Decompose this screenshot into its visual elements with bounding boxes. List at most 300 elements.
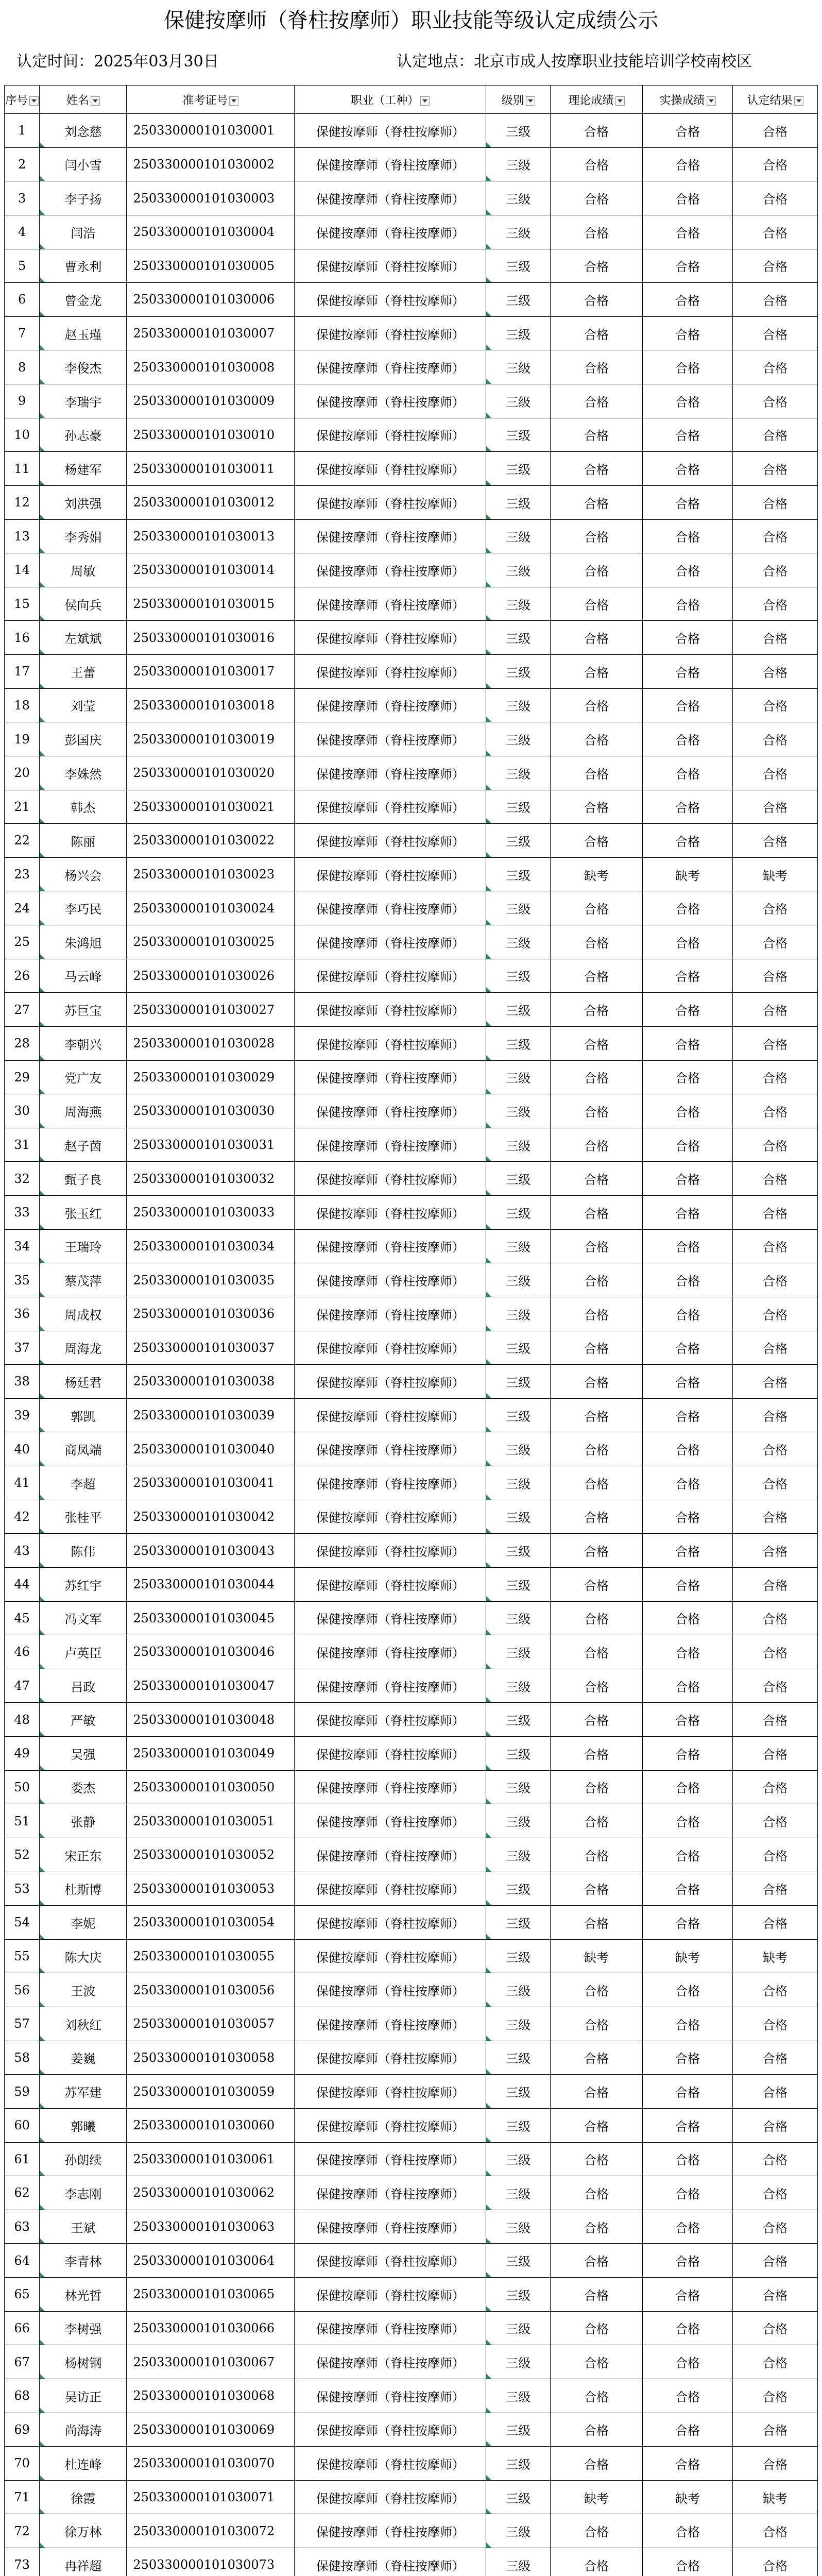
cell-name[interactable]: 周成权 bbox=[40, 1297, 127, 1331]
cell-occupation[interactable]: 保健按摩师（脊柱按摩师） bbox=[295, 1872, 486, 1906]
cell-name[interactable]: 林光哲 bbox=[40, 2278, 127, 2312]
cell-ticket-number[interactable]: 250330000101030024 bbox=[127, 891, 295, 925]
cell-ticket-number[interactable]: 250330000101030017 bbox=[127, 655, 295, 689]
cell-result[interactable]: 合格 bbox=[732, 959, 817, 993]
cell-occupation[interactable]: 保健按摩师（脊柱按摩师） bbox=[295, 249, 486, 283]
cell-practical-score[interactable]: 合格 bbox=[643, 147, 733, 181]
cell-ticket-number[interactable]: 250330000101030020 bbox=[127, 756, 295, 790]
filter-dropdown-icon[interactable] bbox=[615, 96, 625, 106]
cell-occupation[interactable]: 保健按摩师（脊柱按摩师） bbox=[295, 2379, 486, 2413]
cell-result[interactable]: 合格 bbox=[732, 181, 817, 215]
cell-ticket-number[interactable]: 250330000101030039 bbox=[127, 1398, 295, 1432]
cell-name[interactable]: 张玉红 bbox=[40, 1196, 127, 1230]
cell-occupation[interactable]: 保健按摩师（脊柱按摩师） bbox=[295, 722, 486, 756]
cell-index[interactable]: 16 bbox=[5, 621, 40, 655]
cell-name[interactable]: 周敏 bbox=[40, 553, 127, 587]
cell-occupation[interactable]: 保健按摩师（脊柱按摩师） bbox=[295, 2176, 486, 2210]
cell-level[interactable]: 三级 bbox=[486, 1229, 551, 1263]
cell-occupation[interactable]: 保健按摩师（脊柱按摩师） bbox=[295, 959, 486, 993]
cell-index[interactable]: 44 bbox=[5, 1567, 40, 1601]
cell-practical-score[interactable]: 缺考 bbox=[643, 2480, 733, 2514]
cell-occupation[interactable]: 保健按摩师（脊柱按摩师） bbox=[295, 485, 486, 519]
cell-theory-score[interactable]: 合格 bbox=[550, 1229, 642, 1263]
cell-level[interactable]: 三级 bbox=[486, 2278, 551, 2312]
cell-theory-score[interactable]: 合格 bbox=[550, 1263, 642, 1297]
cell-practical-score[interactable]: 合格 bbox=[643, 2514, 733, 2548]
cell-practical-score[interactable]: 合格 bbox=[643, 2278, 733, 2312]
cell-occupation[interactable]: 保健按摩师（脊柱按摩师） bbox=[295, 553, 486, 587]
cell-ticket-number[interactable]: 250330000101030010 bbox=[127, 418, 295, 452]
cell-occupation[interactable]: 保健按摩师（脊柱按摩师） bbox=[295, 655, 486, 689]
cell-ticket-number[interactable]: 250330000101030068 bbox=[127, 2379, 295, 2413]
cell-ticket-number[interactable]: 250330000101030071 bbox=[127, 2480, 295, 2514]
cell-theory-score[interactable]: 合格 bbox=[550, 2447, 642, 2481]
cell-theory-score[interactable]: 合格 bbox=[550, 587, 642, 621]
cell-name[interactable]: 商凤端 bbox=[40, 1432, 127, 1466]
cell-result[interactable]: 合格 bbox=[732, 384, 817, 418]
cell-name[interactable]: 徐万林 bbox=[40, 2514, 127, 2548]
cell-result[interactable]: 合格 bbox=[732, 1297, 817, 1331]
cell-theory-score[interactable]: 合格 bbox=[550, 1196, 642, 1230]
cell-index[interactable]: 46 bbox=[5, 1635, 40, 1669]
cell-theory-score[interactable]: 缺考 bbox=[550, 857, 642, 891]
cell-name[interactable]: 李志刚 bbox=[40, 2176, 127, 2210]
cell-ticket-number[interactable]: 250330000101030027 bbox=[127, 993, 295, 1027]
cell-occupation[interactable]: 保健按摩师（脊柱按摩师） bbox=[295, 1026, 486, 1060]
cell-ticket-number[interactable]: 250330000101030056 bbox=[127, 1973, 295, 2007]
cell-ticket-number[interactable]: 250330000101030037 bbox=[127, 1331, 295, 1365]
cell-ticket-number[interactable]: 250330000101030055 bbox=[127, 1939, 295, 1973]
cell-result[interactable]: 合格 bbox=[732, 1872, 817, 1906]
cell-result[interactable]: 合格 bbox=[732, 824, 817, 858]
cell-result[interactable]: 合格 bbox=[732, 722, 817, 756]
cell-practical-score[interactable]: 合格 bbox=[643, 114, 733, 148]
cell-practical-score[interactable]: 合格 bbox=[643, 1838, 733, 1872]
cell-ticket-number[interactable]: 250330000101030012 bbox=[127, 485, 295, 519]
cell-occupation[interactable]: 保健按摩师（脊柱按摩师） bbox=[295, 1060, 486, 1094]
cell-ticket-number[interactable]: 250330000101030013 bbox=[127, 519, 295, 553]
cell-practical-score[interactable]: 合格 bbox=[643, 2075, 733, 2109]
cell-level[interactable]: 三级 bbox=[486, 2210, 551, 2244]
cell-theory-score[interactable]: 合格 bbox=[550, 350, 642, 384]
cell-ticket-number[interactable]: 250330000101030054 bbox=[127, 1906, 295, 1940]
cell-level[interactable]: 三级 bbox=[486, 1162, 551, 1196]
cell-result[interactable]: 合格 bbox=[732, 452, 817, 486]
cell-ticket-number[interactable]: 250330000101030014 bbox=[127, 553, 295, 587]
cell-result[interactable]: 合格 bbox=[732, 1094, 817, 1128]
cell-practical-score[interactable]: 合格 bbox=[643, 1196, 733, 1230]
cell-index[interactable]: 5 bbox=[5, 249, 40, 283]
cell-ticket-number[interactable]: 250330000101030061 bbox=[127, 2142, 295, 2176]
cell-result[interactable]: 合格 bbox=[732, 2311, 817, 2345]
cell-level[interactable]: 三级 bbox=[486, 587, 551, 621]
cell-level[interactable]: 三级 bbox=[486, 857, 551, 891]
cell-index[interactable]: 21 bbox=[5, 790, 40, 824]
cell-level[interactable]: 三级 bbox=[486, 722, 551, 756]
cell-ticket-number[interactable]: 250330000101030042 bbox=[127, 1500, 295, 1534]
cell-level[interactable]: 三级 bbox=[486, 1838, 551, 1872]
cell-theory-score[interactable]: 合格 bbox=[550, 688, 642, 722]
cell-level[interactable]: 三级 bbox=[486, 215, 551, 249]
cell-result[interactable]: 合格 bbox=[732, 1804, 817, 1838]
cell-name[interactable]: 杨建军 bbox=[40, 452, 127, 486]
cell-name[interactable]: 杨廷君 bbox=[40, 1365, 127, 1399]
cell-occupation[interactable]: 保健按摩师（脊柱按摩师） bbox=[295, 1094, 486, 1128]
cell-theory-score[interactable]: 合格 bbox=[550, 1331, 642, 1365]
cell-name[interactable]: 曾金龙 bbox=[40, 283, 127, 317]
cell-ticket-number[interactable]: 250330000101030009 bbox=[127, 384, 295, 418]
cell-index[interactable]: 9 bbox=[5, 384, 40, 418]
cell-result[interactable]: 合格 bbox=[732, 553, 817, 587]
cell-index[interactable]: 13 bbox=[5, 519, 40, 553]
cell-result[interactable]: 合格 bbox=[732, 1534, 817, 1568]
cell-practical-score[interactable]: 缺考 bbox=[643, 1939, 733, 1973]
cell-ticket-number[interactable]: 250330000101030021 bbox=[127, 790, 295, 824]
cell-practical-score[interactable]: 合格 bbox=[643, 688, 733, 722]
cell-name[interactable]: 闫浩 bbox=[40, 215, 127, 249]
cell-name[interactable]: 李巧民 bbox=[40, 891, 127, 925]
cell-name[interactable]: 孙朗续 bbox=[40, 2142, 127, 2176]
cell-name[interactable]: 蔡茂萍 bbox=[40, 1263, 127, 1297]
cell-theory-score[interactable]: 合格 bbox=[550, 722, 642, 756]
cell-result[interactable]: 合格 bbox=[732, 1770, 817, 1804]
cell-level[interactable]: 三级 bbox=[486, 2108, 551, 2142]
cell-practical-score[interactable]: 合格 bbox=[643, 1060, 733, 1094]
cell-occupation[interactable]: 保健按摩师（脊柱按摩师） bbox=[295, 1196, 486, 1230]
cell-index[interactable]: 23 bbox=[5, 857, 40, 891]
cell-result[interactable]: 合格 bbox=[732, 688, 817, 722]
cell-name[interactable]: 闫小雪 bbox=[40, 147, 127, 181]
cell-ticket-number[interactable]: 250330000101030031 bbox=[127, 1128, 295, 1162]
cell-result[interactable]: 合格 bbox=[732, 2007, 817, 2041]
cell-result[interactable]: 合格 bbox=[732, 2176, 817, 2210]
cell-result[interactable]: 合格 bbox=[732, 1906, 817, 1940]
cell-theory-score[interactable]: 合格 bbox=[550, 147, 642, 181]
cell-practical-score[interactable]: 合格 bbox=[643, 891, 733, 925]
cell-level[interactable]: 三级 bbox=[486, 2345, 551, 2379]
filter-dropdown-icon[interactable] bbox=[229, 96, 238, 106]
cell-occupation[interactable]: 保健按摩师（脊柱按摩师） bbox=[295, 1838, 486, 1872]
cell-practical-score[interactable]: 合格 bbox=[643, 1162, 733, 1196]
cell-result[interactable]: 合格 bbox=[732, 215, 817, 249]
cell-occupation[interactable]: 保健按摩师（脊柱按摩师） bbox=[295, 1534, 486, 1568]
cell-index[interactable]: 65 bbox=[5, 2278, 40, 2312]
cell-level[interactable]: 三级 bbox=[486, 1094, 551, 1128]
cell-ticket-number[interactable]: 250330000101030035 bbox=[127, 1263, 295, 1297]
cell-index[interactable]: 35 bbox=[5, 1263, 40, 1297]
cell-index[interactable]: 43 bbox=[5, 1534, 40, 1568]
cell-level[interactable]: 三级 bbox=[486, 959, 551, 993]
cell-index[interactable]: 62 bbox=[5, 2176, 40, 2210]
cell-level[interactable]: 三级 bbox=[486, 283, 551, 317]
cell-theory-score[interactable]: 合格 bbox=[550, 2007, 642, 2041]
cell-ticket-number[interactable]: 250330000101030047 bbox=[127, 1669, 295, 1703]
cell-theory-score[interactable]: 合格 bbox=[550, 1128, 642, 1162]
cell-index[interactable]: 52 bbox=[5, 1838, 40, 1872]
cell-practical-score[interactable]: 合格 bbox=[643, 2142, 733, 2176]
cell-practical-score[interactable]: 合格 bbox=[643, 1973, 733, 2007]
cell-ticket-number[interactable]: 250330000101030073 bbox=[127, 2548, 295, 2576]
cell-practical-score[interactable]: 合格 bbox=[643, 993, 733, 1027]
cell-index[interactable]: 50 bbox=[5, 1770, 40, 1804]
cell-index[interactable]: 51 bbox=[5, 1804, 40, 1838]
cell-level[interactable]: 三级 bbox=[486, 1060, 551, 1094]
cell-level[interactable]: 三级 bbox=[486, 1297, 551, 1331]
cell-practical-score[interactable]: 合格 bbox=[643, 621, 733, 655]
cell-index[interactable]: 14 bbox=[5, 553, 40, 587]
cell-index[interactable]: 39 bbox=[5, 1398, 40, 1432]
cell-result[interactable]: 合格 bbox=[732, 2041, 817, 2075]
cell-level[interactable]: 三级 bbox=[486, 1872, 551, 1906]
cell-practical-score[interactable]: 合格 bbox=[643, 1500, 733, 1534]
cell-practical-score[interactable]: 合格 bbox=[643, 2413, 733, 2447]
cell-index[interactable]: 70 bbox=[5, 2447, 40, 2481]
cell-name[interactable]: 卢英臣 bbox=[40, 1635, 127, 1669]
cell-theory-score[interactable]: 合格 bbox=[550, 2379, 642, 2413]
cell-theory-score[interactable]: 合格 bbox=[550, 2075, 642, 2109]
cell-index[interactable]: 8 bbox=[5, 350, 40, 384]
cell-practical-score[interactable]: 合格 bbox=[643, 2311, 733, 2345]
cell-result[interactable]: 合格 bbox=[732, 114, 817, 148]
cell-result[interactable]: 缺考 bbox=[732, 2480, 817, 2514]
cell-result[interactable]: 合格 bbox=[732, 993, 817, 1027]
cell-theory-score[interactable]: 合格 bbox=[550, 1635, 642, 1669]
cell-occupation[interactable]: 保健按摩师（脊柱按摩师） bbox=[295, 384, 486, 418]
cell-theory-score[interactable]: 合格 bbox=[550, 959, 642, 993]
cell-practical-score[interactable]: 合格 bbox=[643, 1365, 733, 1399]
cell-index[interactable]: 12 bbox=[5, 485, 40, 519]
cell-practical-score[interactable]: 合格 bbox=[643, 350, 733, 384]
cell-occupation[interactable]: 保健按摩师（脊柱按摩师） bbox=[295, 519, 486, 553]
cell-result[interactable]: 合格 bbox=[732, 1162, 817, 1196]
cell-level[interactable]: 三级 bbox=[486, 1973, 551, 2007]
cell-level[interactable]: 三级 bbox=[486, 553, 551, 587]
cell-ticket-number[interactable]: 250330000101030004 bbox=[127, 215, 295, 249]
cell-level[interactable]: 三级 bbox=[486, 1770, 551, 1804]
cell-index[interactable]: 11 bbox=[5, 452, 40, 486]
cell-theory-score[interactable]: 合格 bbox=[550, 384, 642, 418]
cell-name[interactable]: 李秀娟 bbox=[40, 519, 127, 553]
cell-occupation[interactable]: 保健按摩师（脊柱按摩师） bbox=[295, 587, 486, 621]
cell-occupation[interactable]: 保健按摩师（脊柱按摩师） bbox=[295, 2548, 486, 2576]
cell-practical-score[interactable]: 合格 bbox=[643, 1534, 733, 1568]
cell-ticket-number[interactable]: 250330000101030059 bbox=[127, 2075, 295, 2109]
cell-practical-score[interactable]: 缺考 bbox=[643, 857, 733, 891]
cell-practical-score[interactable]: 合格 bbox=[643, 1398, 733, 1432]
cell-practical-score[interactable]: 合格 bbox=[643, 1601, 733, 1635]
cell-theory-score[interactable]: 合格 bbox=[550, 114, 642, 148]
cell-index[interactable]: 25 bbox=[5, 925, 40, 959]
cell-theory-score[interactable]: 合格 bbox=[550, 2142, 642, 2176]
cell-index[interactable]: 1 bbox=[5, 114, 40, 148]
cell-theory-score[interactable]: 合格 bbox=[550, 1365, 642, 1399]
cell-name[interactable]: 杨兴会 bbox=[40, 857, 127, 891]
cell-occupation[interactable]: 保健按摩师（脊柱按摩师） bbox=[295, 688, 486, 722]
cell-name[interactable]: 李超 bbox=[40, 1466, 127, 1500]
cell-occupation[interactable]: 保健按摩师（脊柱按摩师） bbox=[295, 1229, 486, 1263]
cell-result[interactable]: 合格 bbox=[732, 147, 817, 181]
cell-level[interactable]: 三级 bbox=[486, 2311, 551, 2345]
cell-result[interactable]: 合格 bbox=[732, 2413, 817, 2447]
cell-theory-score[interactable]: 合格 bbox=[550, 2210, 642, 2244]
cell-level[interactable]: 三级 bbox=[486, 621, 551, 655]
cell-result[interactable]: 合格 bbox=[732, 1026, 817, 1060]
cell-index[interactable]: 36 bbox=[5, 1297, 40, 1331]
cell-name[interactable]: 王蕾 bbox=[40, 655, 127, 689]
cell-practical-score[interactable]: 合格 bbox=[643, 2345, 733, 2379]
cell-practical-score[interactable]: 合格 bbox=[643, 1331, 733, 1365]
cell-name[interactable]: 刘莹 bbox=[40, 688, 127, 722]
cell-result[interactable]: 合格 bbox=[732, 1737, 817, 1771]
cell-occupation[interactable]: 保健按摩师（脊柱按摩师） bbox=[295, 1906, 486, 1940]
cell-index[interactable]: 47 bbox=[5, 1669, 40, 1703]
cell-result[interactable]: 合格 bbox=[732, 1838, 817, 1872]
cell-practical-score[interactable]: 合格 bbox=[643, 756, 733, 790]
cell-level[interactable]: 三级 bbox=[486, 418, 551, 452]
cell-index[interactable]: 69 bbox=[5, 2413, 40, 2447]
cell-name[interactable]: 李子扬 bbox=[40, 181, 127, 215]
cell-index[interactable]: 34 bbox=[5, 1229, 40, 1263]
cell-result[interactable]: 合格 bbox=[732, 587, 817, 621]
cell-name[interactable]: 赵子茵 bbox=[40, 1128, 127, 1162]
cell-practical-score[interactable]: 合格 bbox=[643, 587, 733, 621]
cell-ticket-number[interactable]: 250330000101030048 bbox=[127, 1703, 295, 1737]
cell-index[interactable]: 15 bbox=[5, 587, 40, 621]
cell-result[interactable]: 合格 bbox=[732, 2210, 817, 2244]
cell-practical-score[interactable]: 合格 bbox=[643, 824, 733, 858]
cell-level[interactable]: 三级 bbox=[486, 316, 551, 350]
cell-level[interactable]: 三级 bbox=[486, 925, 551, 959]
cell-theory-score[interactable]: 合格 bbox=[550, 1094, 642, 1128]
cell-occupation[interactable]: 保健按摩师（脊柱按摩师） bbox=[295, 824, 486, 858]
cell-occupation[interactable]: 保健按摩师（脊柱按摩师） bbox=[295, 1973, 486, 2007]
cell-name[interactable]: 张桂平 bbox=[40, 1500, 127, 1534]
cell-theory-score[interactable]: 缺考 bbox=[550, 2480, 642, 2514]
cell-level[interactable]: 三级 bbox=[486, 114, 551, 148]
cell-theory-score[interactable]: 合格 bbox=[550, 1804, 642, 1838]
cell-name[interactable]: 杜斯博 bbox=[40, 1872, 127, 1906]
cell-level[interactable]: 三级 bbox=[486, 2075, 551, 2109]
cell-result[interactable]: 合格 bbox=[732, 2447, 817, 2481]
cell-result[interactable]: 合格 bbox=[732, 2075, 817, 2109]
cell-occupation[interactable]: 保健按摩师（脊柱按摩师） bbox=[295, 1500, 486, 1534]
cell-ticket-number[interactable]: 250330000101030030 bbox=[127, 1094, 295, 1128]
cell-ticket-number[interactable]: 250330000101030069 bbox=[127, 2413, 295, 2447]
cell-practical-score[interactable]: 合格 bbox=[643, 2210, 733, 2244]
cell-ticket-number[interactable]: 250330000101030070 bbox=[127, 2447, 295, 2481]
cell-index[interactable]: 55 bbox=[5, 1939, 40, 1973]
cell-practical-score[interactable]: 合格 bbox=[643, 519, 733, 553]
cell-result[interactable]: 合格 bbox=[732, 655, 817, 689]
cell-level[interactable]: 三级 bbox=[486, 2379, 551, 2413]
cell-theory-score[interactable]: 合格 bbox=[550, 1872, 642, 1906]
cell-theory-score[interactable]: 合格 bbox=[550, 2311, 642, 2345]
cell-index[interactable]: 10 bbox=[5, 418, 40, 452]
cell-index[interactable]: 68 bbox=[5, 2379, 40, 2413]
cell-name[interactable]: 王瑞玲 bbox=[40, 1229, 127, 1263]
cell-theory-score[interactable]: 合格 bbox=[550, 1432, 642, 1466]
cell-result[interactable]: 合格 bbox=[732, 283, 817, 317]
cell-level[interactable]: 三级 bbox=[486, 452, 551, 486]
cell-result[interactable]: 合格 bbox=[732, 2514, 817, 2548]
cell-name[interactable]: 娄杰 bbox=[40, 1770, 127, 1804]
cell-theory-score[interactable]: 合格 bbox=[550, 1737, 642, 1771]
cell-occupation[interactable]: 保健按摩师（脊柱按摩师） bbox=[295, 2345, 486, 2379]
cell-level[interactable]: 三级 bbox=[486, 824, 551, 858]
cell-name[interactable]: 李俊杰 bbox=[40, 350, 127, 384]
cell-practical-score[interactable]: 合格 bbox=[643, 959, 733, 993]
cell-result[interactable]: 缺考 bbox=[732, 1939, 817, 1973]
cell-practical-score[interactable]: 合格 bbox=[643, 1703, 733, 1737]
cell-theory-score[interactable]: 合格 bbox=[550, 553, 642, 587]
cell-practical-score[interactable]: 合格 bbox=[643, 1804, 733, 1838]
cell-name[interactable]: 吕政 bbox=[40, 1669, 127, 1703]
cell-occupation[interactable]: 保健按摩师（脊柱按摩师） bbox=[295, 2041, 486, 2075]
cell-index[interactable]: 7 bbox=[5, 316, 40, 350]
cell-theory-score[interactable]: 合格 bbox=[550, 621, 642, 655]
cell-level[interactable]: 三级 bbox=[486, 655, 551, 689]
cell-name[interactable]: 李姝然 bbox=[40, 756, 127, 790]
cell-index[interactable]: 17 bbox=[5, 655, 40, 689]
cell-occupation[interactable]: 保健按摩师（脊柱按摩师） bbox=[295, 993, 486, 1027]
cell-practical-score[interactable]: 合格 bbox=[643, 1770, 733, 1804]
cell-level[interactable]: 三级 bbox=[486, 350, 551, 384]
cell-occupation[interactable]: 保健按摩师（脊柱按摩师） bbox=[295, 2210, 486, 2244]
cell-index[interactable]: 38 bbox=[5, 1365, 40, 1399]
cell-result[interactable]: 合格 bbox=[732, 2345, 817, 2379]
cell-practical-score[interactable]: 合格 bbox=[643, 1297, 733, 1331]
cell-index[interactable]: 63 bbox=[5, 2210, 40, 2244]
cell-practical-score[interactable]: 合格 bbox=[643, 722, 733, 756]
cell-theory-score[interactable]: 合格 bbox=[550, 1770, 642, 1804]
cell-name[interactable]: 曹永利 bbox=[40, 249, 127, 283]
cell-result[interactable]: 合格 bbox=[732, 2278, 817, 2312]
cell-ticket-number[interactable]: 250330000101030051 bbox=[127, 1804, 295, 1838]
cell-ticket-number[interactable]: 250330000101030005 bbox=[127, 249, 295, 283]
cell-result[interactable]: 合格 bbox=[732, 891, 817, 925]
cell-theory-score[interactable]: 合格 bbox=[550, 1669, 642, 1703]
cell-name[interactable]: 马云峰 bbox=[40, 959, 127, 993]
cell-index[interactable]: 40 bbox=[5, 1432, 40, 1466]
cell-occupation[interactable]: 保健按摩师（脊柱按摩师） bbox=[295, 283, 486, 317]
cell-occupation[interactable]: 保健按摩师（脊柱按摩师） bbox=[295, 1770, 486, 1804]
filter-dropdown-icon[interactable] bbox=[794, 96, 803, 106]
col-header-practical-score[interactable] bbox=[643, 86, 733, 114]
cell-index[interactable]: 6 bbox=[5, 283, 40, 317]
cell-theory-score[interactable]: 合格 bbox=[550, 891, 642, 925]
cell-occupation[interactable]: 保健按摩师（脊柱按摩师） bbox=[295, 2311, 486, 2345]
cell-theory-score[interactable]: 合格 bbox=[550, 2278, 642, 2312]
cell-index[interactable]: 72 bbox=[5, 2514, 40, 2548]
cell-result[interactable]: 合格 bbox=[732, 1229, 817, 1263]
cell-theory-score[interactable]: 合格 bbox=[550, 316, 642, 350]
cell-occupation[interactable]: 保健按摩师（脊柱按摩师） bbox=[295, 1263, 486, 1297]
cell-occupation[interactable]: 保健按摩师（脊柱按摩师） bbox=[295, 215, 486, 249]
col-header-result[interactable] bbox=[732, 86, 817, 114]
cell-occupation[interactable]: 保健按摩师（脊柱按摩师） bbox=[295, 1635, 486, 1669]
cell-theory-score[interactable]: 合格 bbox=[550, 249, 642, 283]
cell-ticket-number[interactable]: 250330000101030072 bbox=[127, 2514, 295, 2548]
cell-ticket-number[interactable]: 250330000101030063 bbox=[127, 2210, 295, 2244]
cell-ticket-number[interactable]: 250330000101030029 bbox=[127, 1060, 295, 1094]
cell-occupation[interactable]: 保健按摩师（脊柱按摩师） bbox=[295, 316, 486, 350]
cell-practical-score[interactable]: 合格 bbox=[643, 1094, 733, 1128]
cell-level[interactable]: 三级 bbox=[486, 2514, 551, 2548]
cell-level[interactable]: 三级 bbox=[486, 756, 551, 790]
cell-level[interactable]: 三级 bbox=[486, 2142, 551, 2176]
cell-name[interactable]: 尚海涛 bbox=[40, 2413, 127, 2447]
cell-occupation[interactable]: 保健按摩师（脊柱按摩师） bbox=[295, 2413, 486, 2447]
